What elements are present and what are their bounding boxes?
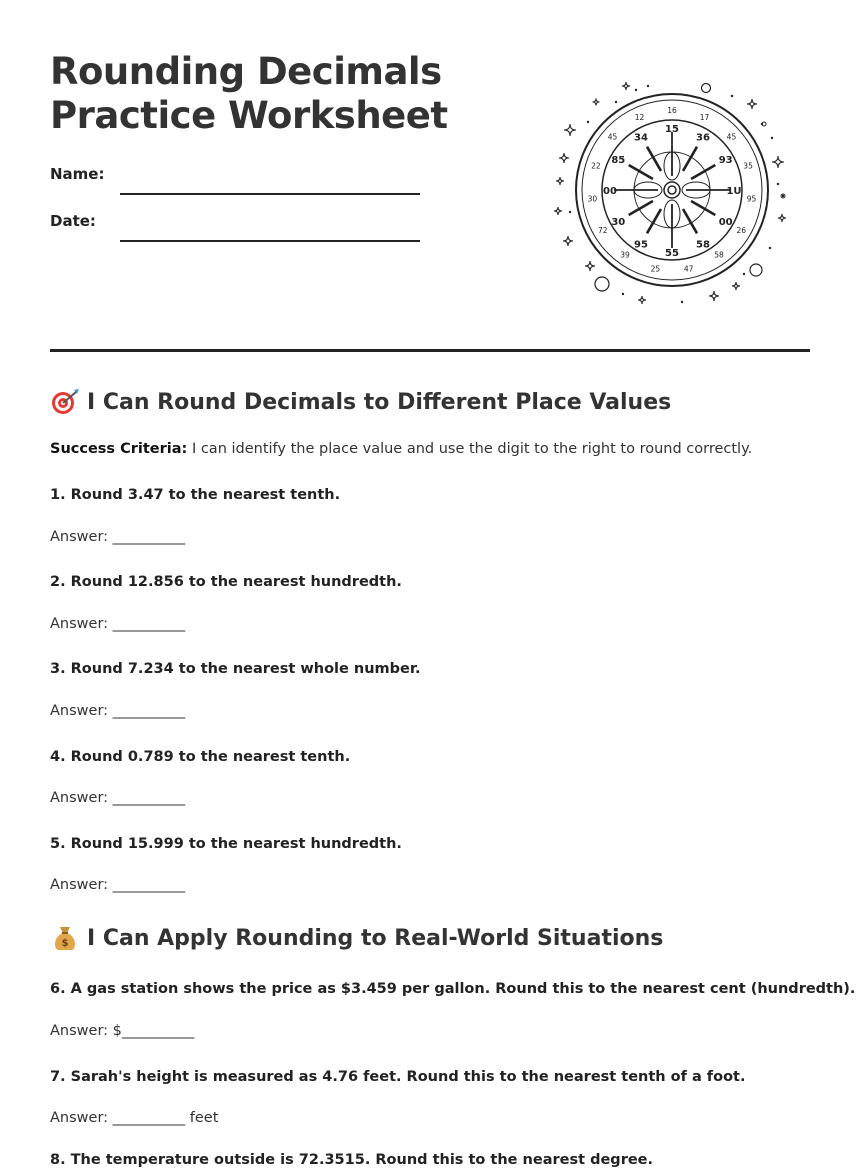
sparkle-dot xyxy=(769,247,771,249)
date-label: Date: xyxy=(50,212,96,230)
sparkle-star xyxy=(593,99,600,106)
answer-blank-1[interactable]: Answer: __________ xyxy=(50,529,186,545)
dial-hub-center xyxy=(668,186,676,194)
dial-illustration xyxy=(554,82,786,304)
dial-outer-number: 45 xyxy=(607,132,618,142)
sparkle-star xyxy=(559,153,569,163)
dial-outer-number: 95 xyxy=(746,194,757,204)
sparkle-star xyxy=(564,124,576,136)
sparkle-star xyxy=(556,177,564,185)
sparkle-star xyxy=(563,236,573,246)
dial-outer-number: 47 xyxy=(683,264,694,274)
dial-outer-number: 30 xyxy=(587,194,598,204)
sparkle-dot xyxy=(681,301,683,303)
sparkle-dot xyxy=(782,195,784,197)
sparkle-star xyxy=(772,156,784,168)
sparkle-star xyxy=(747,99,757,109)
sparkle-circle xyxy=(750,264,762,276)
dial-inner-number: 95 xyxy=(634,239,648,251)
money-bag-icon xyxy=(50,924,80,952)
dial-inner-number: 58 xyxy=(696,239,710,251)
dial-inner-number: 15 xyxy=(665,124,679,135)
sparkle-dot xyxy=(622,293,624,295)
question-7: 7. Sarah's height is measured as 4.76 feet. Round this to the nearest tenth of a foot. xyxy=(50,1069,746,1085)
question-4: 4. Round 0.789 to the nearest tenth. xyxy=(50,749,351,765)
dial-outer-number: 25 xyxy=(650,264,661,274)
sparkle-dot xyxy=(587,121,589,123)
sparkle-star xyxy=(554,207,562,215)
header-divider xyxy=(50,349,810,352)
dial-outer-number: 16 xyxy=(667,106,677,115)
question-5: 5. Round 15.999 to the nearest hundredth. xyxy=(50,836,402,852)
success-criteria xyxy=(50,441,752,457)
dial-outer-number: 39 xyxy=(620,250,630,260)
dial-outer-number: 26 xyxy=(736,226,747,235)
dial-spoke xyxy=(691,165,715,179)
dial-inner-number: 1U xyxy=(726,186,742,197)
dial-outer-number: 12 xyxy=(634,112,645,122)
question-8: 8. The temperature outside is 72.3515. Round this to the nearest degree. xyxy=(50,1152,654,1168)
sparkle-star xyxy=(732,282,740,290)
sparkle-dot xyxy=(743,273,745,275)
dial-inner-number: 93 xyxy=(718,155,733,166)
sparkle-dot xyxy=(569,211,571,213)
dial-spoke xyxy=(629,201,653,215)
sparkle-star xyxy=(778,214,786,222)
dial-outer-number: 17 xyxy=(699,112,710,122)
dial-outer-number: 45 xyxy=(726,132,737,142)
answer-blank-4[interactable]: Answer: __________ xyxy=(50,790,186,806)
dial-inner-number: 00 xyxy=(603,186,617,197)
criteria-label: Success Criteria: xyxy=(50,441,188,457)
target-icon xyxy=(50,388,80,416)
clock-dial-icon xyxy=(548,76,794,308)
worksheet-title xyxy=(50,50,448,138)
sparkle-star xyxy=(709,291,719,301)
sparkle-dot xyxy=(777,183,779,185)
sparkle-dot xyxy=(635,89,637,91)
title-line-1: Rounding Decimals xyxy=(50,50,442,93)
sparkle-star xyxy=(585,261,595,271)
answer-blank-3[interactable]: Answer: __________ xyxy=(50,703,186,719)
date-field[interactable] xyxy=(50,212,420,242)
dial-outer-number: 72 xyxy=(597,226,608,235)
dial-inner-number: 55 xyxy=(665,248,679,259)
dial-spoke xyxy=(647,209,661,233)
answer-blank-6[interactable]: Answer: $__________ xyxy=(50,1023,195,1039)
date-line[interactable] xyxy=(120,240,420,242)
dial-inner-number: 00 xyxy=(718,217,733,228)
sparkle-circle xyxy=(595,277,609,291)
name-line[interactable] xyxy=(120,193,420,195)
title-line-2: Practice Worksheet xyxy=(50,94,448,137)
criteria-text: I can identify the place value and use the digit to the right to round correctly. xyxy=(187,441,753,457)
answer-blank-2[interactable]: Answer: __________ xyxy=(50,616,186,632)
answer-blank-5[interactable]: Answer: __________ xyxy=(50,877,186,893)
sparkle-star xyxy=(638,296,646,304)
dial-outer-number: 58 xyxy=(714,250,724,260)
dial-outer-number: 35 xyxy=(743,161,753,171)
dial-spoke xyxy=(629,165,653,179)
section-title-real-world xyxy=(50,924,663,952)
section-title-text: I Can Apply Rounding to Real-World Situations xyxy=(87,925,664,951)
dial-outer-number: 22 xyxy=(591,161,601,171)
sparkle-circle xyxy=(702,84,711,93)
sparkle-star xyxy=(622,82,630,90)
question-1: 1. Round 3.47 to the nearest tenth. xyxy=(50,487,341,503)
svg-text:$: $ xyxy=(61,938,69,949)
dial-spoke xyxy=(691,201,715,215)
sparkle-dot xyxy=(731,95,733,97)
question-2: 2. Round 12.856 to the nearest hundredth. xyxy=(50,574,402,590)
dial-inner-number: 34 xyxy=(634,132,648,144)
sparkle-dot xyxy=(771,137,773,139)
section-title-text: I Can Round Decimals to Different Place Values xyxy=(87,389,672,415)
sparkle-dot xyxy=(615,101,617,103)
name-label: Name: xyxy=(50,165,105,183)
dial-inner-number: 30 xyxy=(611,217,626,228)
dial-inner-number: 85 xyxy=(611,155,626,166)
answer-blank-7[interactable]: Answer: __________ feet xyxy=(50,1110,219,1126)
question-3: 3. Round 7.234 to the nearest whole number. xyxy=(50,661,421,677)
dial-spoke xyxy=(683,209,697,233)
section-title-place-values xyxy=(50,388,671,416)
sparkle-dot xyxy=(647,85,649,87)
dial-spoke xyxy=(647,147,661,171)
name-field[interactable] xyxy=(50,165,420,195)
question-6: 6. A gas station shows the price as $3.459 per gallon. Round this to the nearest cent (hundredth). xyxy=(50,981,856,997)
dial-inner-number: 36 xyxy=(696,132,710,144)
dial-spoke xyxy=(683,147,697,171)
